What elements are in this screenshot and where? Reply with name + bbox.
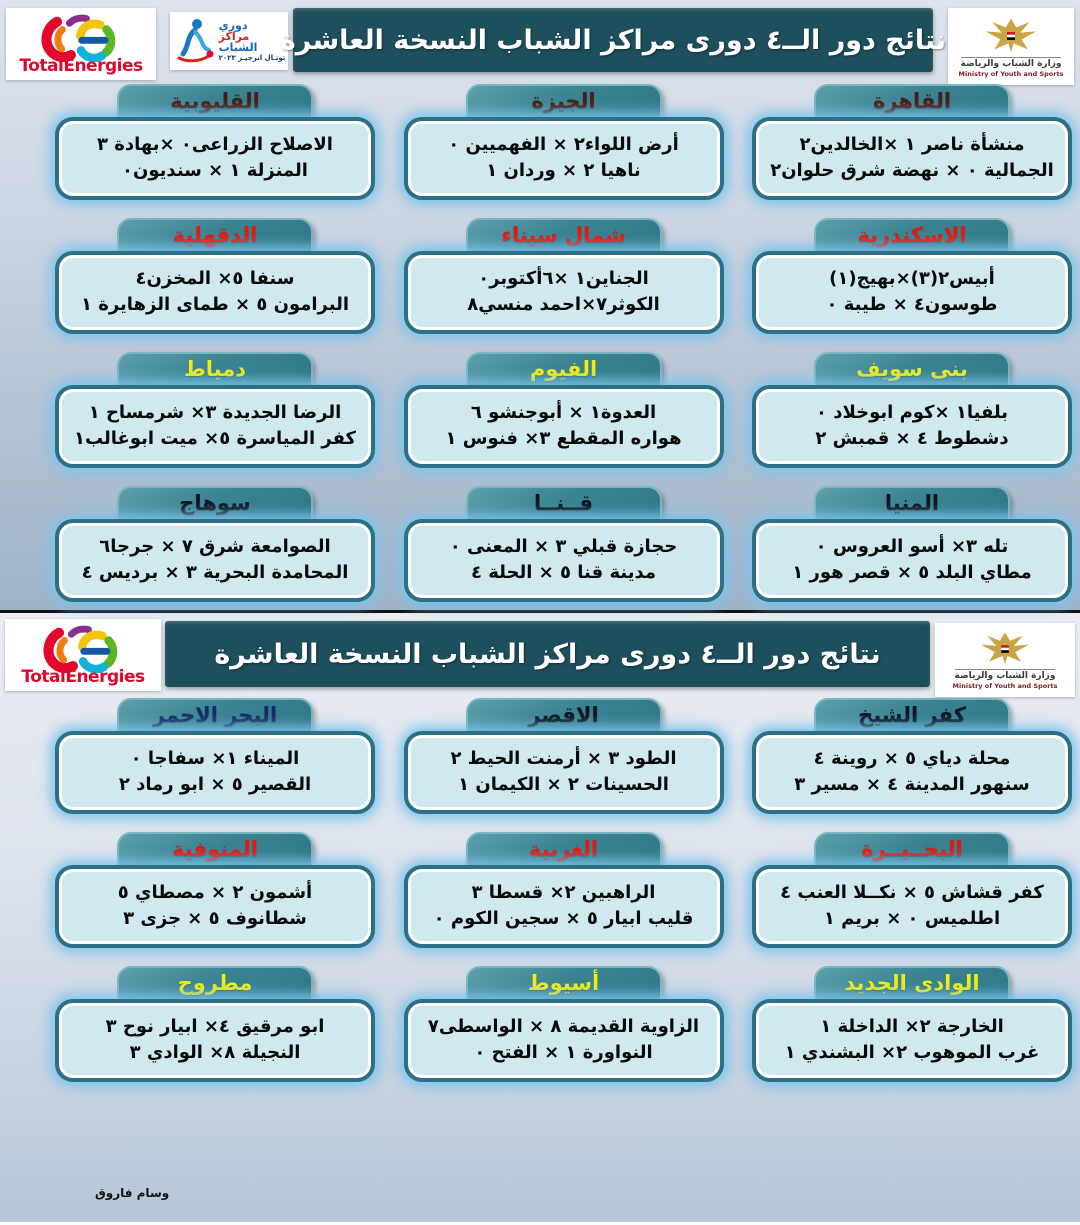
match-result-line-2: سنهور المدينة ٤ × مسير ٣ (794, 773, 1030, 795)
results-body (752, 999, 1072, 1082)
match-result-line-1: الطود ٣ × أرمنت الحيط ٢ (450, 747, 677, 769)
governorate-card (752, 84, 1072, 200)
match-result-line-2: النواورة ١ × الفتح ٠ (474, 1041, 653, 1063)
league-logo-line1: دوري (218, 18, 248, 32)
totalenergies-icon (27, 625, 139, 673)
league-logo-line3: الشباب (218, 41, 258, 55)
results-body (55, 731, 375, 814)
ministry-english-name: Ministry of Youth and Sports (952, 682, 1058, 690)
totalenergies-icon (27, 14, 135, 62)
results-body (55, 519, 375, 602)
card-row (55, 966, 1072, 1082)
governorate-name: القليوبية (170, 89, 260, 113)
results-body (55, 251, 375, 334)
match-result-line-1: محلة دياي ٥ × روينة ٤ (813, 747, 1011, 769)
cards-grid (0, 0, 1080, 602)
governorate-name: المنيا (884, 491, 940, 515)
governorate-name: المنوفية (172, 837, 258, 861)
match-result-line-2: غرب الموهوب ٢× البشندي ١ (784, 1041, 1040, 1063)
governorate-card (55, 966, 375, 1082)
governorate-card (55, 84, 375, 200)
match-result-line-1: الزاوية القديمة ٨ × الواسطى٧ (427, 1015, 700, 1037)
match-result-line-2: كفر المياسرة ٥× ميت ابوغالب١ (73, 427, 357, 449)
match-result-line-2: مدينة قنا ٥ × الحلة ٤ (470, 561, 657, 583)
governorate-name: الدقهلية (172, 223, 258, 247)
governorate-name: القاهرة (872, 89, 952, 113)
match-result-line-1: بلفيا١ ×كوم ابوخلاد ٠ (815, 401, 1009, 423)
results-body (404, 519, 724, 602)
governorate-name: كفر الشيخ (858, 703, 966, 727)
totalenergies-logo (6, 8, 156, 80)
match-result-line-2: دشطوط ٤ × قمبش ٢ (815, 427, 1009, 449)
totalenergies-wordmark: TotalEnergies (21, 666, 145, 687)
match-result-line-1: أبيس٢(٣)×بهيج(١) (829, 267, 995, 289)
match-result-line-2: البرامون ٥ × طماى الزهايرة ١ (80, 293, 350, 315)
league-logo-line2: مراكز (218, 29, 250, 43)
match-result-line-2: المحامدة البحرية ٣ × برديس ٤ (81, 561, 349, 583)
governorate-name: البحر الاحمر (152, 703, 278, 727)
governorate-card (404, 832, 724, 948)
governorate-card (55, 486, 375, 602)
footballer-icon (173, 16, 215, 66)
governorate-name: الاقصر (528, 703, 599, 727)
author-signature: وسام فاروق (95, 1186, 170, 1200)
governorate-card (752, 486, 1072, 602)
results-body (752, 385, 1072, 468)
results-body (55, 999, 375, 1082)
match-result-line-2: المنزلة ١ × سنديون٠ (122, 159, 308, 181)
match-result-line-2: النجيلة ٨× الوادي ٣ (129, 1041, 301, 1063)
governorate-card (404, 84, 724, 200)
card-row (55, 218, 1072, 334)
page-title: نتائج دور الــ٤ دورى مراكز الشباب النسخة العاشرة (214, 638, 881, 670)
governorate-card (404, 966, 724, 1082)
match-result-line-2: مطاي البلد ٥ × قصر هور ١ (792, 561, 1032, 583)
league-logo-line4: توتـال انرجيـز ٢٠٢٣ (218, 54, 286, 63)
match-result-line-1: سنفا ٥× المخزن٤ (135, 267, 295, 289)
ministry-arabic-name: وزارة الشباب والرياضة (954, 671, 1056, 681)
bottom-panel (0, 613, 1080, 1222)
match-result-line-2: طوسون٤ × طيبة ٠ (826, 293, 998, 315)
results-body (752, 519, 1072, 602)
match-result-line-2: الحسينات ٢ × الكيمان ١ (458, 773, 669, 795)
match-result-line-1: الراهبين ٢× قسطا ٣ (471, 881, 656, 903)
governorate-name: الاسكندرية (857, 223, 967, 247)
match-result-line-2: الكوثر٧×احمد منسي٨ (467, 293, 660, 315)
match-result-line-2: اطلميس ٠ × بريم ١ (823, 907, 1001, 929)
results-body (55, 117, 375, 200)
match-result-line-1: الجناين١ ×٦أكتوبر٠ (478, 267, 649, 289)
governorate-name: شمال سيناء (501, 223, 626, 247)
match-result-line-2: ناهيا ٢ × وردان ١ (486, 159, 641, 181)
card-row (55, 832, 1072, 948)
match-result-line-2: القصير ٥ × ابو رماد ٢ (118, 773, 312, 795)
results-body (55, 385, 375, 468)
match-result-line-1: أشمون ٢ × مصطاي ٥ (117, 881, 313, 903)
match-result-line-1: تله ٣× أسو العروس ٠ (815, 535, 1009, 557)
governorate-name: البحــيــرة (861, 837, 963, 861)
governorate-card (55, 698, 375, 814)
match-result-line-1: ابو مرقيق ٤× ابيار نوح ٣ (105, 1015, 325, 1037)
match-result-line-2: هواره المقطع ٣× فنوس ١ (445, 427, 682, 449)
ministry-arabic-name: وزارة الشباب والرياضة (960, 58, 1062, 69)
governorate-name: الفيوم (529, 357, 598, 381)
match-result-line-1: العدوة١ × أبوجنشو ٦ (470, 401, 657, 423)
governorate-card (404, 218, 724, 334)
match-result-line-2: قليب ابيار ٥ × سجين الكوم ٠ (433, 907, 694, 929)
governorate-card (55, 832, 375, 948)
governorate-card (752, 966, 1072, 1082)
ministry-logo (935, 623, 1075, 697)
governorate-card (404, 698, 724, 814)
card-row (55, 84, 1072, 200)
results-body (404, 251, 724, 334)
match-result-line-1: الاصلاح الزراعى٠ ×بهادة ٣ (97, 133, 333, 155)
match-result-line-1: منشأة ناصر ١ ×الخالدين٢ (799, 133, 1025, 155)
card-row (55, 486, 1072, 602)
ministry-logo (948, 8, 1074, 85)
match-result-line-2: شطانوف ٥ × جزى ٣ (123, 907, 307, 929)
match-result-line-1: الرضا الجديدة ٣× شرمساح ١ (88, 401, 342, 423)
governorate-name: الوادى الجديد (844, 971, 980, 995)
league-logo (170, 12, 288, 70)
results-body (752, 251, 1072, 334)
governorate-name: سوهاج (179, 491, 251, 515)
governorate-name: مطروح (177, 971, 253, 995)
governorate-name: دمياط (183, 357, 247, 381)
match-result-line-1: أرض اللواء٢ × الفهميين ٠ (448, 133, 679, 155)
results-body (404, 865, 724, 948)
governorate-card (752, 218, 1072, 334)
results-body (404, 385, 724, 468)
results-body (55, 865, 375, 948)
match-result-line-1: الخارجة ٢× الداخلة ١ (820, 1015, 1004, 1037)
eagle-icon (969, 16, 1053, 56)
governorate-card (752, 698, 1072, 814)
match-result-line-1: كفر قشاش ٥ × نكــلا العنب ٤ (780, 881, 1044, 903)
match-result-line-1: الميناء ١× سفاجا ٠ (130, 747, 300, 769)
match-result-line-2: الجمالية ٠ × نهضة شرق حلوان٢ (770, 159, 1054, 181)
card-row (55, 352, 1072, 468)
results-body (404, 999, 724, 1082)
card-row (55, 698, 1072, 814)
governorate-name: قــنــا (534, 491, 593, 515)
results-body (752, 865, 1072, 948)
governorate-name: أسيوط (527, 971, 600, 995)
governorate-name: الجيزة (531, 89, 596, 113)
page-title: نتائج دور الــ٤ دورى مراكز الشباب النسخة العاشرة (279, 24, 947, 56)
results-body (752, 731, 1072, 814)
totalenergies-logo (5, 619, 161, 691)
title-bar (165, 621, 930, 687)
results-body (404, 117, 724, 200)
governorate-card (752, 832, 1072, 948)
governorate-card (404, 352, 724, 468)
ministry-english-name: Ministry of Youth and Sports (958, 69, 1064, 78)
results-body (752, 117, 1072, 200)
match-result-line-1: الصوامعة شرق ٧ × جرجا٦ (99, 535, 331, 557)
match-result-line-1: حجازة قبلي ٣ × المعنى ٠ (449, 535, 678, 557)
governorate-name: الغربية (528, 837, 599, 861)
governorate-card (55, 352, 375, 468)
governorate-card (404, 486, 724, 602)
results-body (404, 731, 724, 814)
governorate-name: بنى سويف (856, 357, 968, 381)
governorate-card (55, 218, 375, 334)
totalenergies-wordmark: TotalEnergies (19, 55, 143, 76)
title-bar (279, 8, 947, 72)
eagle-icon (963, 630, 1047, 668)
governorate-card (752, 352, 1072, 468)
league-logo-text (219, 20, 286, 63)
